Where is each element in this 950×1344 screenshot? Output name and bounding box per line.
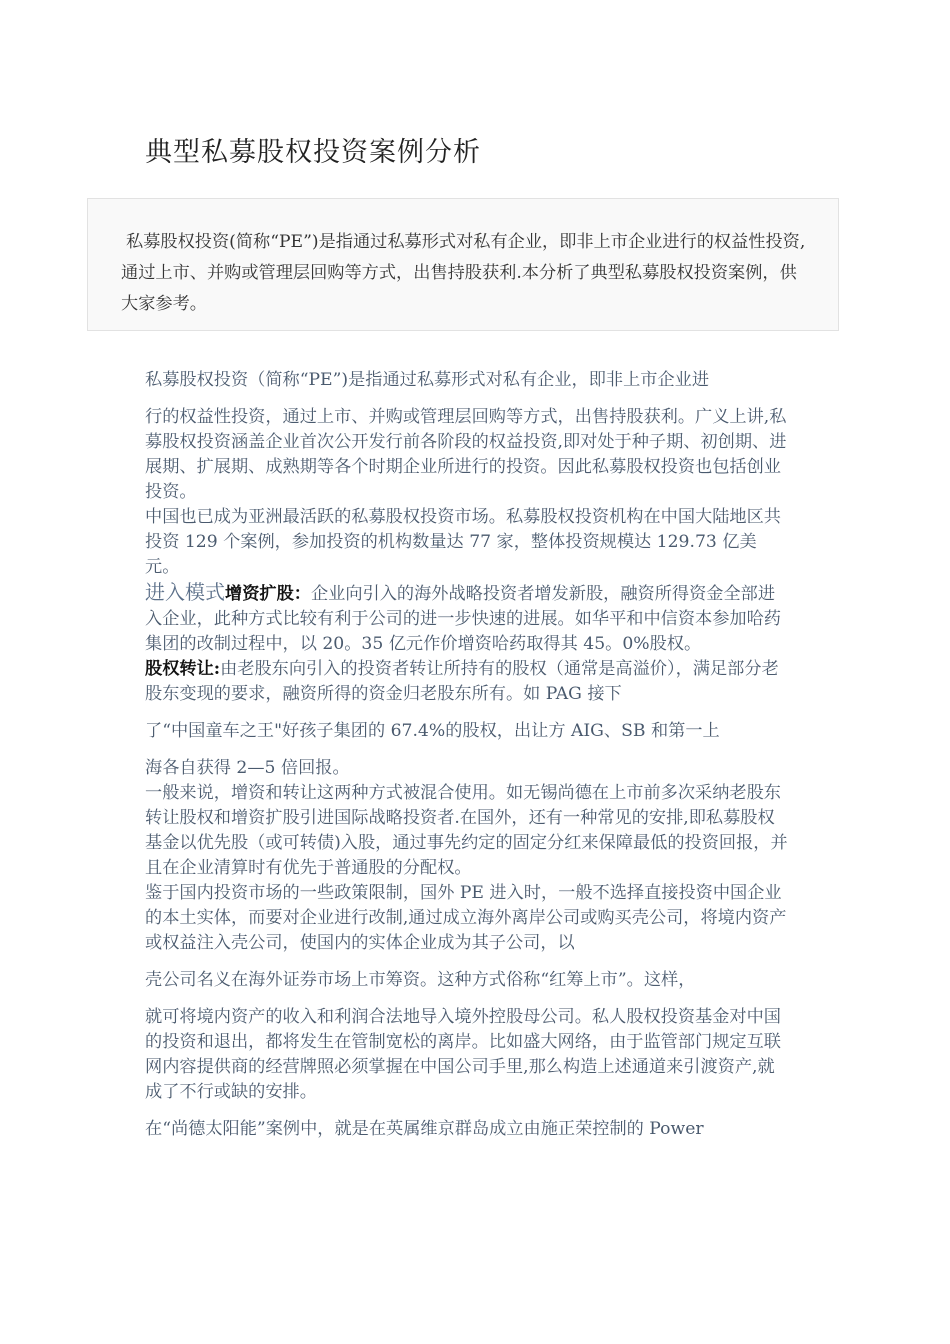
paragraph-text: 由老股东向引入的投资者转让所持有的股权（通常是高溢价），满足部分老股东变现的要求，融资所得的资金归老股东所有。如 PAG 接下	[145, 659, 779, 704]
summary-box	[87, 198, 839, 331]
paragraph: 中国也已成为亚洲最活跃的私募股权投资市场。私募股权投资机构在中国大陆地区共投资 129 个案例，参加投资的机构数量达 77 家，整体投资规模达 129.73 亿美元。	[145, 507, 781, 577]
summary-text: 私募股权投资(简称“PE”)是指通过私募形式对私有企业，即非上市企业进行的权益性投资,通过上市、并购或管理层回购等方式，出售持股获利.本分析了典型私募股权投资案例，供大家参考。	[121, 232, 806, 314]
paragraph: 私募股权投资（简称“PE”)是指通过私募形式对私有企业，即非上市企业进	[145, 370, 710, 390]
paragraph-text: 企业向引入的海外战略投资者增发新股，融资所得资金全部进入企业，此种方式比较有利于公司的进一步快速的进展。如华平和中信资本参加哈药集团的改制过程中，以 20。35 亿元作价增资哈药取得其 45。0%股权。	[145, 584, 781, 654]
paragraph	[145, 580, 790, 657]
article-body	[145, 368, 790, 1142]
paragraph: 行的权益性投资，通过上市、并购或管理层回购等方式，出售持股获利。广义上讲,私募股权投资涵盖企业首次公开发行前各阶段的权益投资,即对处于种子期、初创期、进展期、扩展期、成熟期等各个时期企业所进行的投资。因此私募股权投资也包括创业投资。	[145, 407, 787, 502]
paragraph: 海各自获得 2—5 倍回报。	[145, 758, 350, 778]
section-label: 进入模式	[145, 580, 225, 604]
document-title: 典型私募股权投资案例分析	[145, 137, 481, 168]
paragraph: 鉴于国内投资市场的一些政策限制，国外 PE 进入时，一般不选择直接投资中国企业的本土实体，而要对企业进行改制,通过成立海外离岸公司或购买壳公司，将境内资产或权益注入壳公司，使国内的实体企业成为其子公司，以	[145, 883, 787, 953]
paragraph: 就可将境内资产的收入和利润合法地导入境外控股母公司。私人股权投资基金对中国的投资和退出，都将发生在管制宽松的离岸。比如盛大网络，由于监管部门规定互联网内容提供商的经营牌照必须掌握在中国公司手里,那么构造上述通道来引渡资产,就成了不行或缺的安排。	[145, 1007, 781, 1102]
section-sublabel: 股权转让:	[145, 659, 221, 679]
paragraph: 了“中国童车之王"好孩子集团的 67.4%的股权，出让方 AIG、SB 和第一上	[145, 721, 720, 741]
section-sublabel: 增资扩股：	[225, 584, 311, 604]
paragraph: 在“尚德太阳能”案例中，就是在英属维京群岛成立由施正荣控制的 Power	[145, 1119, 704, 1139]
paragraph: 壳公司名义在海外证券市场上市筹资。这种方式俗称“红筹上市”。这样，	[145, 970, 696, 990]
paragraph	[145, 657, 790, 707]
paragraph: 一般来说，增资和转让这两种方式被混合使用。如无锡尚德在上市前多次采纳老股东转让股权和增资扩股引进国际战略投资者.在国外，还有一种常见的安排,即私募股权基金以优先股（或可转债)入股，通过事先约定的固定分红来保障最低的投资回报，并且在企业清算时有优先于普通股的分配权。	[145, 783, 788, 878]
